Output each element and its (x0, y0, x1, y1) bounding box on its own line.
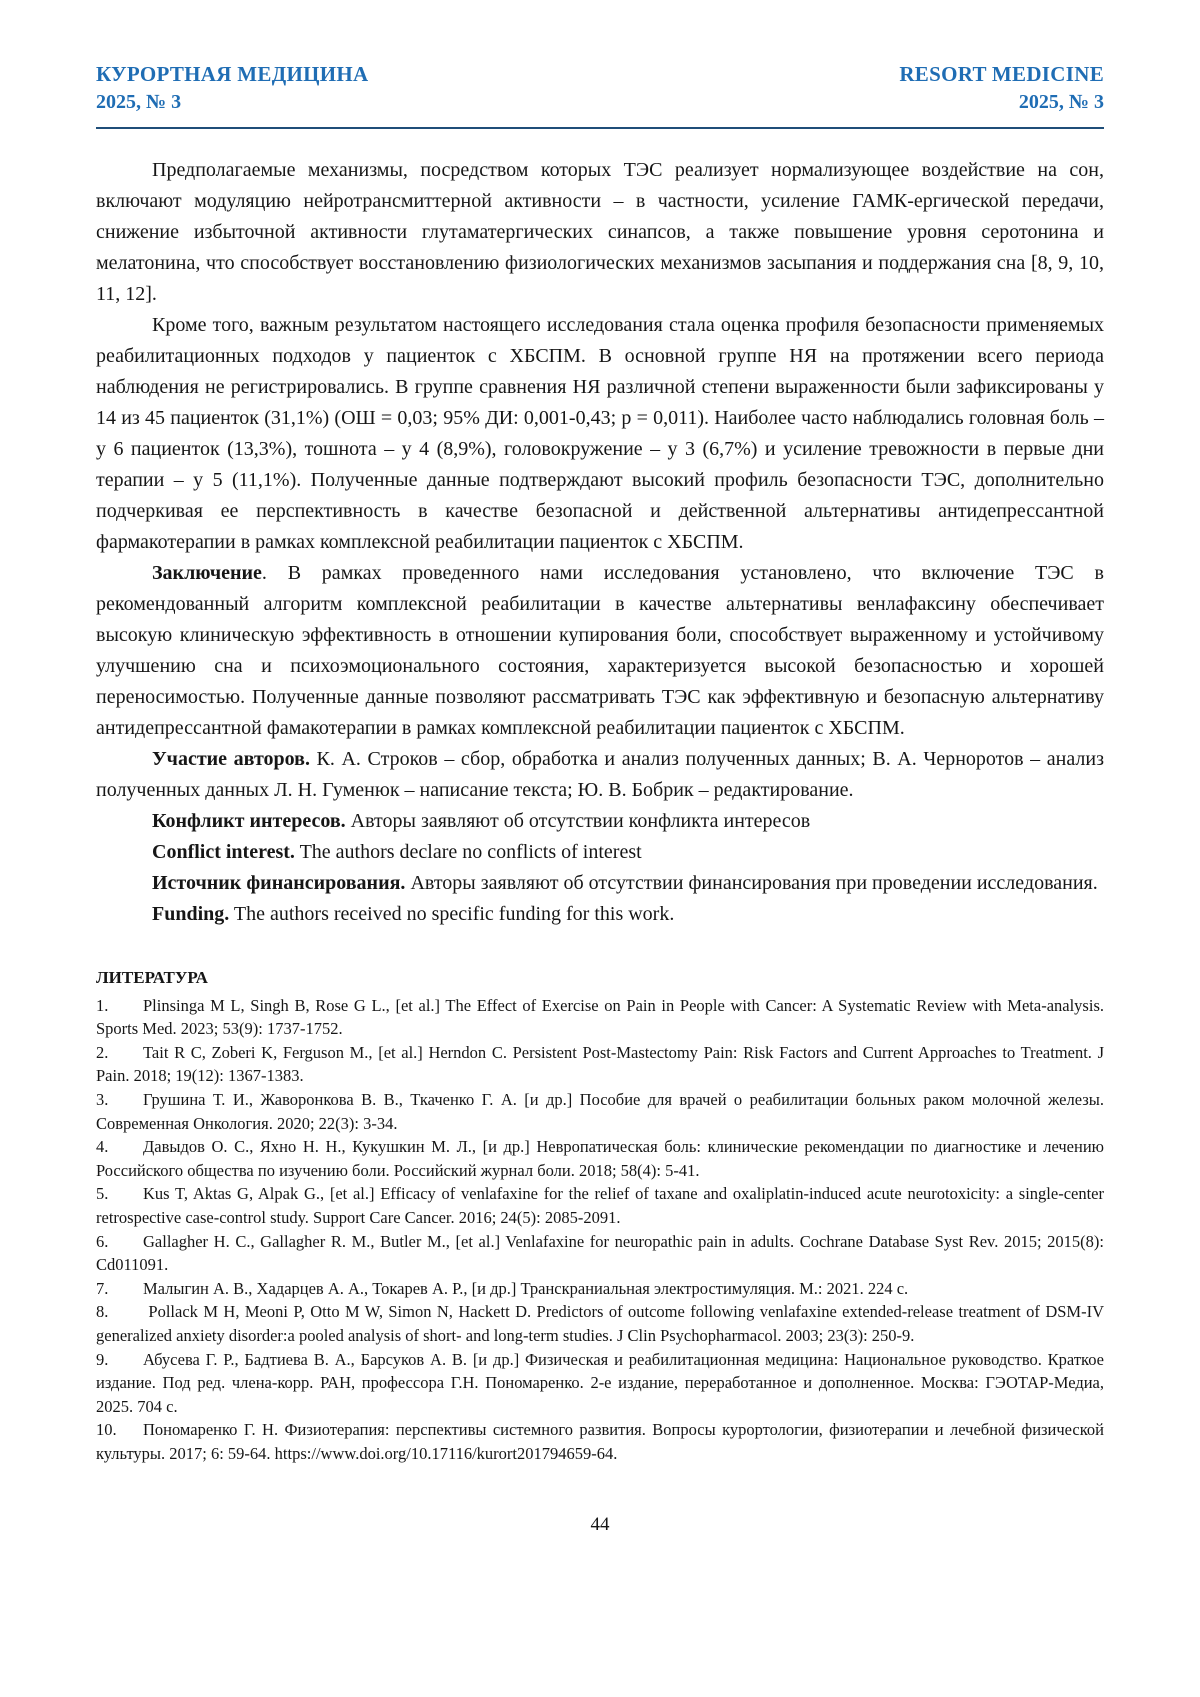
journal-issue-en: 2025, № 3 (1018, 91, 1104, 114)
reference-item (96, 1348, 1104, 1419)
reference-text: Абусева Г. Р., Бадтиева В. А., Барсуков А. В. [и др.] Физическая и реабилитационная медицина: Национальное руководство. Краткое издание. Под ред. члена-корр. РАН, профессора Г.Н. Пономаренко. 2-е издание, переработанное и дополненное. Москва: ГЭОТАР-Медиа, 2025. 704 с. (96, 1349, 1104, 1416)
reference-item (96, 1135, 1104, 1182)
reference-text: Gallagher H. C., Gallagher R. M., Butler M., [et al.] Venlafaxine for neuropathic pain in adults. Cochrane Database Syst Rev. 2015; 2015(8): Cd011091. (96, 1231, 1104, 1275)
reference-number: 5. (96, 1184, 109, 1204)
section-text: The authors received no specific funding for this work. (229, 903, 675, 926)
section-lead: Конфликт интересов. (152, 810, 346, 833)
section-text: The authors declare no conflicts of interest (294, 841, 642, 864)
paragraph-text: . В рамках проведенного нами исследования установлено, что включение ТЭС в рекомендованный алгоритм комплексной реабилитации в качестве альтернативы венлафаксину обеспечивает высокую клиническую эффективность в отношении купирования боли, способствует выраженному и устойчивому улучшению сна и психоэмоционального состояния, характеризуется высокой безопасностью и хорошей переносимостью. Полученные данные позволяют рассматривать ТЭС как эффективную и безопасную альтернативу антидепрессантной фамакотерапии в рамках комплексной реабилитации пациенток с ХБСПМ. (96, 562, 1104, 740)
reference-text: Tait R C, Zoberi K, Ferguson M., [et al.] Herndon C. Persistent Post-Mastectomy Pain: Risk Factors and Current Approaches to Treatment. J Pain. 2018; 19(12): 1367-1383. (96, 1042, 1104, 1086)
reference-number: 8. (96, 1302, 109, 1322)
reference-text: Грушина Т. И., Жаворонкова В. В., Ткаченко Г. А. [и др.] Пособие для врачей о реабилитации больных раком молочной железы. Современная Онкология. 2020; 22(3): 3-34. (96, 1090, 1104, 1133)
paragraph-text: Кроме того, важным результатом настоящего исследования стала оценка профиля безопасности применяемых реабилитационных подходов у пациенток с ХБСПМ. В основной группе НЯ на протяжении всего периода наблюдения не регистрировались. В группе сравнения НЯ различной степени выраженности были зафиксированы у 14 из 45 пациенток (31,1%) (ОШ = 0,03; 95% ДИ: 0,001-0,43; p = 0,011). Наиболее часто наблюдались головная боль – у 6 пациенток (13,3%), тошнота – у 4 (8,9%), головокружение – у 3 (6,7%) и усиление тревожности в первые дни терапии – у 5 (11,1%). Полученные данные подтверждают высокий профиль безопасности ТЭС, дополнительно подчеркивая ее перспективность в качестве безопасной и действенной альтернативы антидепрессантной фармакотерапии в рамках комплексной реабилитации пациенток с ХБСПМ. (96, 314, 1104, 554)
reference-text: Pollack M H, Meoni P, Otto M W, Simon N, Hackett D. Predictors of outcome following venlafaxine extended-release treatment of DSM-IV generalized anxiety disorder:a pooled analysis of short- and long-term studies. J Clin Psychopharmacol. 2003; 23(3): 250-9. (96, 1302, 1104, 1345)
reference-item (96, 1088, 1104, 1135)
section-conflict-ru (96, 806, 1104, 837)
header-left (96, 60, 368, 117)
journal-header (96, 60, 1104, 129)
reference-number: 7. (96, 1278, 109, 1298)
section-text: Авторы заявляют об отсутствии конфликта интересов (345, 810, 811, 833)
reference-text: Малыгин А. В., Хадарцев А. А., Токарев А. Р., [и др.] Транскраниальная электростимуляция. М.: 2021. 224 с. (143, 1278, 909, 1298)
journal-title-ru: КУРОРТНАЯ МЕДИЦИНА (96, 62, 369, 86)
reference-number: 9. (96, 1349, 109, 1369)
reference-number: 2. (96, 1042, 109, 1062)
reference-item (96, 1041, 1104, 1088)
reference-item (96, 1182, 1104, 1229)
section-text: Авторы заявляют об отсутствии финансирования при проведении исследования. (405, 872, 1098, 895)
paragraph-mechanisms (96, 155, 1104, 310)
section-conflict-en (96, 837, 1104, 868)
reference-number: 6. (96, 1231, 109, 1251)
paragraph-conclusion (96, 558, 1104, 744)
reference-item (96, 1418, 1104, 1465)
reference-number: 4. (96, 1137, 109, 1157)
reference-item (96, 1277, 1104, 1301)
reference-number: 10. (96, 1420, 117, 1440)
journal-issue-ru: 2025, № 3 (96, 91, 182, 114)
reference-number: 3. (96, 1090, 109, 1110)
header-right (899, 60, 1104, 117)
references-section (96, 966, 1104, 1465)
reference-text: Давыдов О. С., Яхно Н. Н., Кукушкин М. Л., [и др.] Невропатическая боль: клинические рекомендации по диагностике и лечению Российского общества по изучению боли. Российский журнал боли. 2018; 58(4): 5-41. (96, 1137, 1104, 1180)
section-lead: Funding. (152, 903, 230, 926)
article-body (96, 155, 1104, 930)
page-number: 44 (590, 1513, 610, 1535)
reference-item (96, 1300, 1104, 1347)
section-lead: Conflict interest. (152, 841, 295, 864)
reference-item (96, 994, 1104, 1041)
reference-text: Пономаренко Г. Н. Физиотерапия: перспективы системного развития. Вопросы курортологии, физиотерапии и лечебной физической культуры. 2017; 6: 59-64. https://www.doi.org/10.17116/kurort201794659-64. (96, 1420, 1104, 1463)
section-lead: Участие авторов. (152, 748, 310, 771)
reference-text: Plinsinga M L, Singh B, Rose G L., [et al.] The Effect of Exercise on Pain in People with Cancer: A Systematic Review with Meta-analysis. Sports Med. 2023; 53(9): 1737-1752. (96, 995, 1104, 1039)
section-text: К. А. Строков – сбор, обработка и анализ полученных данных; В. А. Черноротов – анализ полученных данных Л. Н. Гуменюк – написание текста; Ю. В. Бобрик – редактирование. (96, 748, 1104, 802)
section-author-contribution (96, 744, 1104, 806)
paragraph-text: Предполагаемые механизмы, посредством которых ТЭС реализует нормализующее воздействие на сон, включают модуляцию нейротрансмиттерной активности – в частности, усиление ГАМК-ергической передачи, снижение избыточной активности глутаматергических синапсов, а также повышение уровня серотонина и мелатонина, что способствует восстановлению физиологических механизмов засыпания и поддержания сна [8, 9, 10, 11, 12]. (96, 159, 1104, 306)
reference-text: Kus T, Aktas G, Alpak G., [et al.] Efficacy of venlafaxine for the relief of taxane and oxaliplatin-induced acute neurotoxicity: a single-center retrospective case-control study. Support Care Cancer. 2016; 24(5): 2085-2091. (96, 1184, 1104, 1227)
section-lead: Источник финансирования. (152, 872, 406, 895)
paragraph-lead: Заключение (152, 562, 262, 585)
references-heading: ЛИТЕРАТУРА (96, 968, 208, 988)
section-funding-en (96, 899, 1104, 930)
journal-title-en: RESORT MEDICINE (899, 62, 1104, 86)
section-funding-ru (96, 868, 1104, 899)
paragraph-safety (96, 310, 1104, 558)
reference-item (96, 1230, 1104, 1277)
reference-number: 1. (96, 995, 109, 1015)
